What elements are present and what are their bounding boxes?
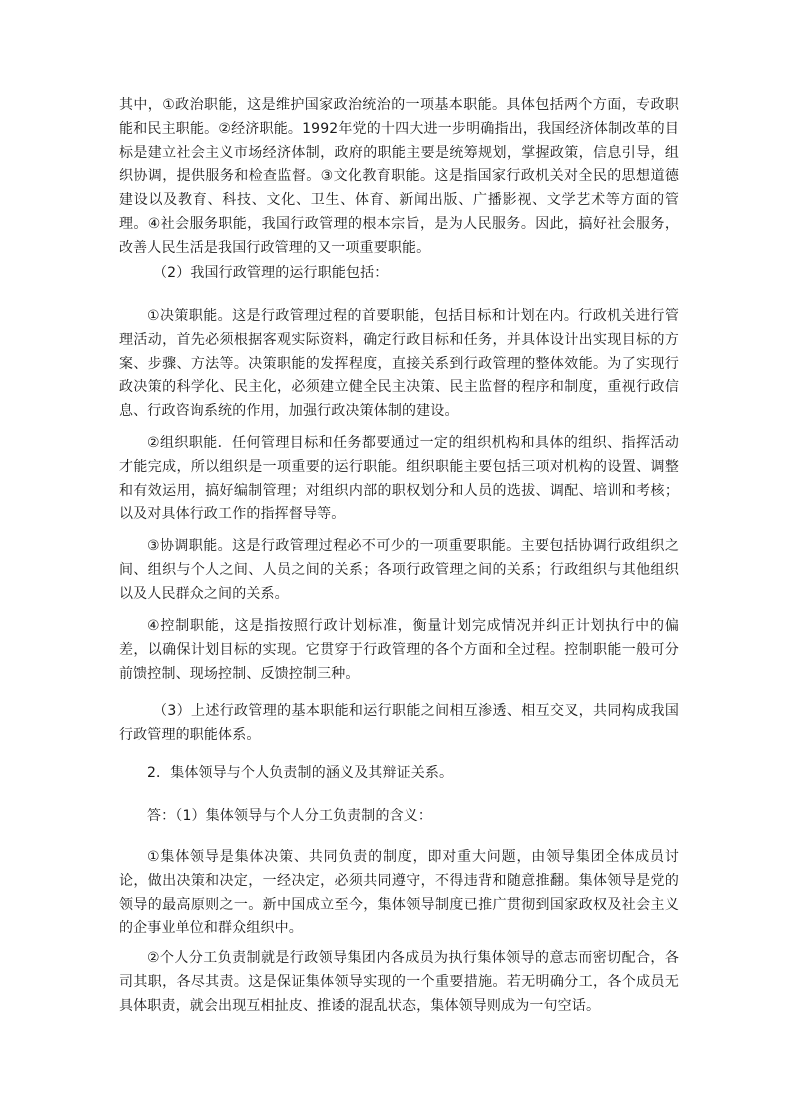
paragraph-individual-responsibility: ②个人分工负责制就是行政领导集团内各成员为执行集体领导的意志而密切配合，各司其职，各尽其责。这是保证集体领导实现的一个重要措施。若无明确分工，各个成员无具体职责，就会出现互相扯皮、推诿的混乱状态，集体领导则成为一句空话。 [119, 950, 679, 1014]
paragraph-operating-functions-heading: （2）我国行政管理的运行职能包括： [153, 265, 389, 281]
paragraph-collective-leadership: ①集体领导是集体决策、共同负责的制度，即对重大问题，由领导集团全体成员讨论，做出决策和决定，一经决定，必须共同遵守，不得违背和随意推翻。集体领导是党的领导的最高原则之一。新中国成立至今，集体领导制度已推广贯彻到国家政权及社会主义的企事业单位和群众组织中。 [119, 849, 679, 937]
paragraph-political-functions: 其中，①政治职能，这是维护国家政治统治的一项基本职能。具体包括两个方面，专政职能和民主职能。②经济职能。1992年党的十四大进一步明确指出，我国经济体制改革的目标是建立社会主义市场经济体制，政府的职能主要是统筹规划，掌握政策，信息引导，组织协调，提供服务和检查监督。③文化教育职能。这是指国家行政机关对全民的思想道德建设以及教育、科技、文化、卫生、体育、新闻出版、广播影视、文学艺术等方面的管理。④社会服务职能，我国行政管理的根本宗旨，是为人民服务。因此，搞好社会服务，改善人民生活是我国行政管理的又一项重要职能。 [119, 97, 679, 256]
paragraph-organization-function: ②组织职能．任何管理目标和任务都要通过一定的组织机构和具体的组织、指挥活动才能完成，所以组织是一项重要的运行职能。组织职能主要包括三项对机构的设置、调整和有效运用，搞好编制管理；对组织内部的职权划分和人员的选拔、调配、培训和考核；以及对具体行政工作的指挥督导等。 [119, 435, 679, 523]
paragraph-coordination-function: ③协调职能。这是行政管理过程必不可少的一项重要职能。主要包括协调行政组织之间、组织与个人之间、人员之间的关系；各项行政管理之间的关系；行政组织与其他组织以及人民群众之间的关系。 [119, 538, 679, 602]
answer-heading: 答：（1）集体领导与个人分工负责制的含义： [147, 808, 433, 824]
question-heading: 2．集体领导与个人负责制的涵义及其辩证关系。 [147, 765, 454, 781]
paragraph-control-function: ④控制职能，这是指按照行政计划标准，衡量计划完成情况并纠正计划执行中的偏差，以确保计划目标的实现。它贯穿于行政管理的各个方面和全过程。控制职能一般可分前馈控制、现场控制、反馈控制三种。 [119, 618, 679, 682]
paragraph-decision-function: ①决策职能。这是行政管理过程的首要职能，包括目标和计划在内。行政机关进行管理活动，首先必须根据客观实际资料，确定行政目标和任务，并具体设计出实现目标的方案、步骤、方法等。决策职能的发挥程度，直接关系到行政管理的整体效能。为了实现行政决策的科学化、民主化，必须建立健全民主决策、民主监督的程序和制度，重视行政信息、行政咨询系统的作用，加强行政决策体制的建设。 [119, 308, 679, 420]
paragraph-function-system: （3）上述行政管理的基本职能和运行职能之间相互渗透、相互交叉，共同构成我国行政管理的职能体系。 [119, 703, 679, 743]
